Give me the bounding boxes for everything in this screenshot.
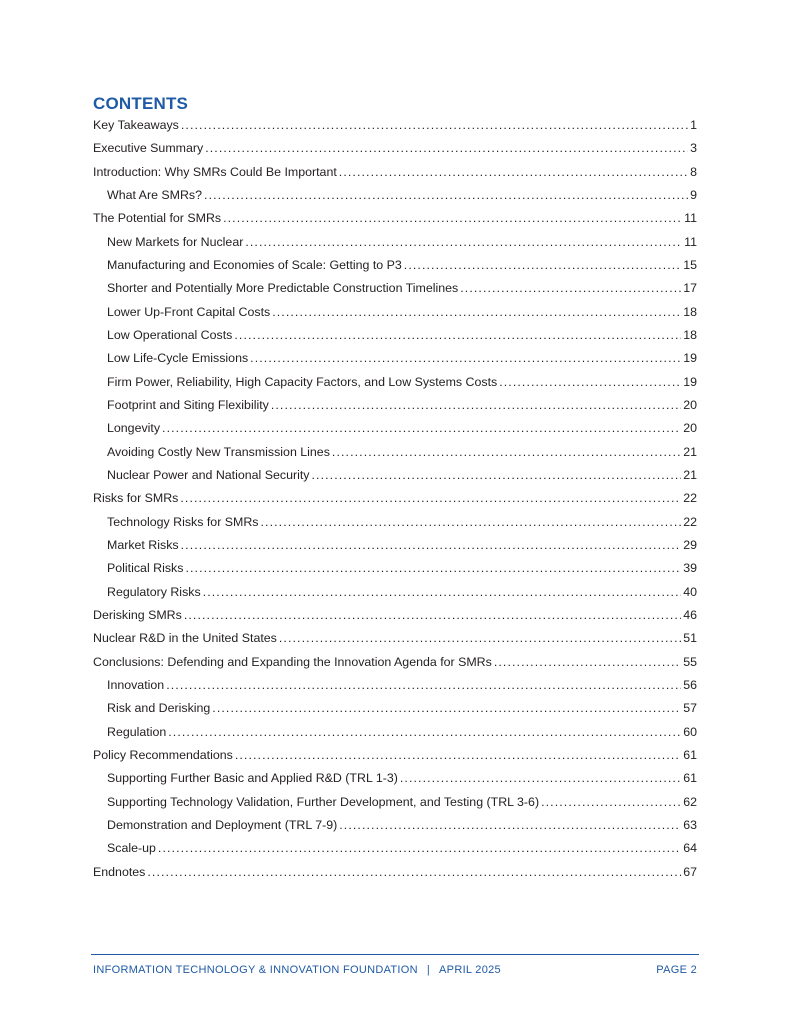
toc-entry[interactable]	[93, 441, 697, 464]
toc-entry-page-number: 67	[683, 864, 697, 879]
toc-entry-page-number: 61	[683, 771, 697, 786]
toc-dot-leader	[147, 861, 681, 884]
toc-entry-page-number: 64	[683, 841, 697, 856]
toc-entry-page-number: 61	[683, 747, 697, 762]
toc-entry-page-number: 18	[683, 304, 697, 319]
toc-entry-title: Market Risks	[107, 537, 179, 552]
table-of-contents	[93, 114, 697, 884]
toc-entry-title: Firm Power, Reliability, High Capacity Factors, and Low Systems Costs	[107, 374, 498, 389]
toc-entry-title: Regulatory Risks	[107, 584, 201, 599]
toc-entry-page-number: 29	[683, 537, 697, 552]
toc-entry-page-number: 17	[683, 281, 697, 296]
toc-entry[interactable]	[93, 417, 697, 440]
toc-entry[interactable]	[93, 371, 697, 394]
toc-dot-leader	[235, 744, 681, 767]
toc-entry[interactable]	[93, 161, 697, 184]
toc-entry-title: Supporting Further Basic and Applied R&D (TRL 1-3)	[107, 771, 398, 786]
toc-entry-page-number: 57	[683, 701, 697, 716]
toc-dot-leader	[404, 254, 681, 277]
toc-entry[interactable]	[93, 254, 697, 277]
toc-entry[interactable]	[93, 604, 697, 627]
toc-entry-page-number: 11	[684, 234, 697, 249]
footer-divider	[91, 954, 699, 955]
toc-entry[interactable]	[93, 324, 697, 347]
toc-dot-leader	[205, 137, 688, 160]
toc-entry[interactable]	[93, 207, 697, 230]
toc-entry-page-number: 3	[690, 141, 697, 156]
toc-entry[interactable]	[93, 697, 697, 720]
toc-entry-page-number: 62	[683, 794, 697, 809]
toc-dot-leader	[271, 394, 681, 417]
toc-entry-page-number: 21	[683, 467, 697, 482]
toc-entry-title: What Are SMRs?	[107, 187, 203, 202]
toc-dot-leader	[250, 347, 681, 370]
toc-entry-title: Low Life-Cycle Emissions	[107, 351, 249, 366]
toc-dot-leader	[499, 371, 681, 394]
toc-entry-title: Longevity	[107, 421, 161, 436]
toc-entry-page-number: 21	[683, 444, 697, 459]
toc-entry-title: Supporting Technology Validation, Further Development, and Testing (TRL 3-6)	[107, 794, 540, 809]
toc-entry[interactable]	[93, 114, 697, 137]
toc-entry-title: Regulation	[107, 724, 167, 739]
toc-dot-leader	[204, 184, 688, 207]
toc-entry[interactable]	[93, 721, 697, 744]
toc-entry[interactable]	[93, 137, 697, 160]
toc-entry-title: Executive Summary	[93, 141, 204, 156]
toc-dot-leader	[245, 231, 682, 254]
toc-entry-title: Key Takeaways	[93, 118, 179, 132]
toc-entry[interactable]	[93, 837, 697, 860]
toc-dot-leader	[494, 651, 681, 674]
toc-entry-title: Derisking SMRs	[93, 607, 182, 622]
toc-entry-page-number: 20	[683, 397, 697, 412]
toc-entry-page-number: 40	[683, 584, 697, 599]
toc-entry-page-number: 19	[683, 374, 697, 389]
toc-dot-leader	[212, 697, 681, 720]
toc-entry[interactable]	[93, 347, 697, 370]
toc-entry-title: Conclusions: Defending and Expanding the Innovation Agenda for SMRs	[93, 654, 492, 669]
toc-dot-leader	[203, 581, 682, 604]
toc-entry-title: Nuclear R&D in the United States	[93, 631, 277, 646]
toc-dot-leader	[185, 557, 681, 580]
toc-entry-title: Shorter and Potentially More Predictable Construction Timelines	[107, 281, 459, 296]
toc-entry-title: Technology Risks for SMRs	[107, 514, 259, 529]
toc-entry-title: The Potential for SMRs	[93, 211, 222, 226]
toc-entry-page-number: 46	[683, 607, 697, 622]
toc-dot-leader	[168, 721, 681, 744]
toc-dot-leader	[158, 837, 681, 860]
toc-entry-title: Demonstration and Deployment (TRL 7-9)	[107, 817, 338, 832]
toc-entry-page-number: 51	[683, 631, 697, 646]
toc-entry-title: Low Operational Costs	[107, 327, 233, 342]
toc-entry-page-number: 63	[683, 817, 697, 832]
toc-entry[interactable]	[93, 184, 697, 207]
toc-dot-leader	[234, 324, 681, 347]
toc-entry[interactable]	[93, 581, 697, 604]
toc-entry[interactable]	[93, 791, 697, 814]
toc-entry[interactable]	[93, 861, 697, 884]
toc-entry[interactable]	[93, 627, 697, 650]
toc-dot-leader	[272, 301, 681, 324]
toc-entry-page-number: 56	[683, 677, 697, 692]
toc-entry-page-number: 1	[690, 118, 697, 132]
toc-entry-page-number: 15	[683, 257, 697, 272]
toc-entry-page-number: 11	[684, 211, 697, 226]
toc-dot-leader	[541, 791, 681, 814]
toc-dot-leader	[181, 114, 688, 137]
toc-entry[interactable]	[93, 231, 697, 254]
toc-dot-leader	[184, 604, 681, 627]
toc-entry[interactable]	[93, 744, 697, 767]
toc-dot-leader	[261, 511, 682, 534]
toc-entry-title: Avoiding Costly New Transmission Lines	[107, 444, 330, 459]
toc-entry[interactable]	[93, 767, 697, 790]
footer-organization: INFORMATION TECHNOLOGY & INNOVATION FOUNDATION	[93, 964, 418, 976]
toc-entry-title: Scale-up	[107, 841, 156, 856]
toc-entry-title: Introduction: Why SMRs Could Be Important	[93, 164, 337, 179]
toc-entry[interactable]	[93, 557, 697, 580]
toc-entry-page-number: 22	[683, 514, 697, 529]
page-footer	[93, 964, 697, 976]
toc-dot-leader	[311, 464, 681, 487]
toc-dot-leader	[279, 627, 681, 650]
toc-entry-title: Manufacturing and Economies of Scale: Getting to P3	[107, 257, 402, 272]
toc-entry-page-number: 39	[683, 561, 697, 576]
toc-entry-page-number: 60	[683, 724, 697, 739]
toc-entry[interactable]	[93, 394, 697, 417]
toc-dot-leader	[223, 207, 682, 230]
toc-entry[interactable]	[93, 301, 697, 324]
toc-entry[interactable]	[93, 277, 697, 300]
toc-entry-page-number: 22	[683, 491, 697, 506]
toc-dot-leader	[166, 674, 681, 697]
footer-page-number: PAGE 2	[656, 964, 697, 976]
footer-left	[93, 964, 501, 976]
toc-dot-leader	[339, 814, 681, 837]
toc-entry-page-number: 55	[683, 654, 697, 669]
toc-dot-leader	[180, 487, 681, 510]
toc-entry-title: Risks for SMRs	[93, 491, 179, 506]
toc-dot-leader	[400, 767, 681, 790]
toc-entry-title: Political Risks	[107, 561, 184, 576]
toc-entry-page-number: 9	[690, 187, 697, 202]
toc-entry-title: Nuclear Power and National Security	[107, 467, 310, 482]
toc-dot-leader	[460, 277, 681, 300]
toc-entry[interactable]	[93, 814, 697, 837]
toc-dot-leader	[181, 534, 682, 557]
toc-entry-page-number: 20	[683, 421, 697, 436]
toc-entry[interactable]	[93, 487, 697, 510]
toc-entry-title: Policy Recommendations	[93, 747, 233, 762]
toc-entry[interactable]	[93, 651, 697, 674]
toc-dot-leader	[339, 161, 688, 184]
toc-entry-title: Risk and Derisking	[107, 701, 211, 716]
footer-date: APRIL 2025	[439, 964, 501, 976]
toc-dot-leader	[332, 441, 681, 464]
toc-entry[interactable]	[93, 464, 697, 487]
toc-entry-title: Lower Up-Front Capital Costs	[107, 304, 271, 319]
toc-entry[interactable]	[93, 534, 697, 557]
toc-dot-leader	[162, 417, 681, 440]
toc-entry-page-number: 8	[690, 164, 697, 179]
toc-entry[interactable]	[93, 674, 697, 697]
toc-entry-title: Endnotes	[93, 864, 146, 879]
toc-entry-title: Innovation	[107, 677, 165, 692]
toc-entry[interactable]	[93, 511, 697, 534]
toc-entry-page-number: 19	[683, 351, 697, 366]
toc-entry-page-number: 18	[683, 327, 697, 342]
toc-entry-title: Footprint and Siting Flexibility	[107, 397, 269, 412]
footer-separator: |	[426, 964, 431, 976]
page-title: CONTENTS	[93, 94, 189, 113]
toc-entry-title: New Markets for Nuclear	[107, 234, 244, 249]
